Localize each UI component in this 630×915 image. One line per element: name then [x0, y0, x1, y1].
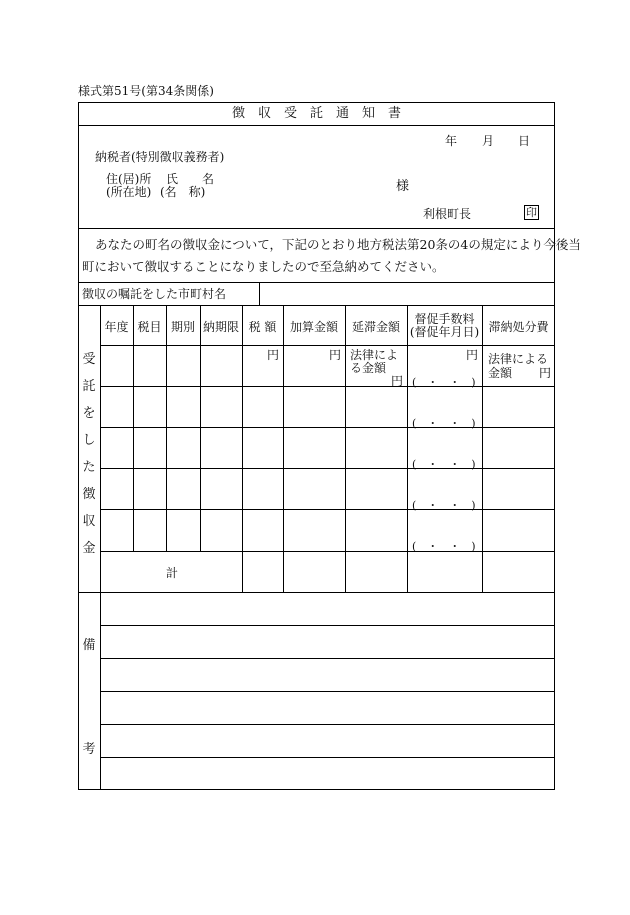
fee-date-placeholder: ( ・ ・ )	[412, 458, 476, 471]
remarks-label-char: 考	[82, 742, 96, 757]
divider	[100, 386, 555, 387]
address-label: 住(居)所	[106, 172, 152, 186]
total-label: 計	[166, 566, 179, 580]
location-label: (所在地)	[106, 185, 152, 199]
yen-unit: 円	[266, 348, 279, 362]
header-delinquency: 延滞金額	[351, 320, 400, 334]
fee-date-placeholder: ( ・ ・ )	[412, 376, 476, 389]
header-disposition: 滞納処分費	[488, 320, 549, 334]
header-fee: 督促手数料	[414, 312, 475, 326]
yen-unit: 円	[328, 348, 341, 362]
message-line-2: 町において徴収することになりましたので至急納めてください。	[82, 259, 445, 274]
yen-unit: 円	[539, 366, 552, 380]
date-year: 年	[445, 134, 458, 148]
divider	[78, 125, 555, 126]
entrusting-municipality-label: 徴収の嘱託をした市町村名	[82, 287, 227, 301]
divider	[100, 468, 555, 469]
fee-date-placeholder: ( ・ ・ )	[412, 417, 476, 430]
legal-amount-2-line2: 金額	[488, 366, 513, 380]
corp-name-label: (名 称)	[160, 185, 206, 199]
vertical-label-char: 収	[82, 514, 96, 529]
divider	[100, 691, 555, 692]
name-label: 氏 名	[166, 172, 215, 186]
taxpayer-label: 納税者(特別徴収義務者)	[95, 150, 225, 164]
divider	[78, 228, 555, 229]
divider	[259, 282, 260, 305]
message-line-1: あなたの町名の徴収金について，下記のとおり地方税法第20条の4の規定により今後当	[95, 237, 581, 252]
divider	[100, 305, 101, 790]
divider	[100, 724, 555, 725]
divider	[482, 305, 483, 592]
seal-mark: 印	[526, 206, 537, 219]
divider	[100, 345, 555, 346]
divider	[78, 282, 555, 283]
divider	[100, 427, 555, 428]
header-deadline: 納期限	[202, 320, 239, 334]
date-month: 月	[482, 134, 495, 148]
divider	[100, 551, 555, 552]
legal-amount-2-line1: 法律による	[488, 352, 549, 366]
remarks-label-char: 備	[82, 638, 96, 653]
mayor-name: 利根町長	[423, 207, 472, 221]
form-title: 徴 収 受 託 通 知 書	[231, 106, 401, 121]
fee-date-placeholder: ( ・ ・ )	[412, 540, 476, 553]
header-period: 期別	[170, 320, 195, 334]
divider	[78, 305, 555, 306]
header-fee-date: (督促年月日)	[409, 325, 480, 339]
vertical-label-char: 託	[82, 379, 96, 394]
header-tax-amount: 税 額	[248, 320, 277, 334]
divider	[200, 305, 201, 551]
form-frame	[78, 102, 555, 790]
yen-unit: 円	[465, 348, 478, 362]
divider	[345, 305, 346, 592]
legal-amount-line1: 法律によ	[350, 348, 399, 362]
vertical-label-char: 徴	[82, 487, 96, 502]
header-additional: 加算金額	[289, 320, 338, 334]
divider	[100, 625, 555, 626]
fee-date-placeholder: ( ・ ・ )	[412, 499, 476, 512]
header-tax-item: 税目	[137, 320, 162, 334]
vertical-label-char: し	[82, 433, 96, 448]
yen-unit: 円	[390, 374, 403, 388]
divider	[100, 509, 555, 510]
legal-amount-line2: る金額	[350, 361, 387, 375]
divider	[133, 305, 134, 551]
date-day: 日	[518, 134, 531, 148]
divider	[166, 305, 167, 551]
header-year: 年度	[104, 320, 129, 334]
vertical-label-char: を	[82, 406, 96, 421]
divider	[78, 592, 555, 593]
vertical-label-char: 金	[82, 541, 96, 556]
form-number: 様式第51号(第34条関係)	[78, 84, 214, 98]
divider	[100, 658, 555, 659]
divider	[100, 757, 555, 758]
vertical-label-char: 受	[82, 352, 96, 367]
vertical-label-char: た	[82, 460, 96, 475]
honorific: 様	[396, 179, 410, 194]
